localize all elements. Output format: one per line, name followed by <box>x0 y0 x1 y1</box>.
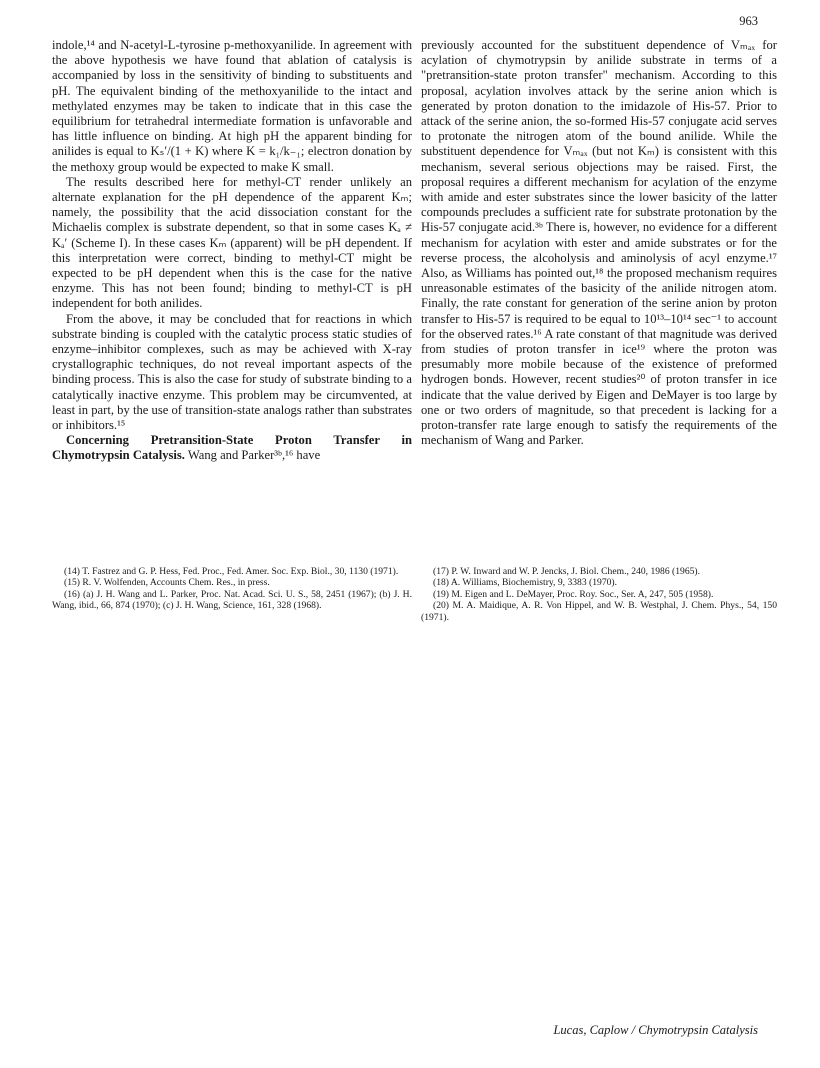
reference-item: (15) R. V. Wolfenden, Accounts Chem. Res., in press. <box>64 577 270 589</box>
section-paragraph <box>52 433 412 463</box>
section-text: Wang and Parker³ᵇ,¹⁶ have <box>184 448 321 463</box>
reference-item: (18) A. Williams, Biochemistry, 9, 3383 (1970). <box>433 577 618 589</box>
body-paragraph: previously accounted for the substituent dependence of Vₘₐₓ for acylation of chymotrypsin by anilide substrate in terms of a "pretransition-state proton transfer" mechanism. According to this proposal, acylation involves attack by the serine anion which is generated by proton donation to the imidazole of His-57. Prior to attack of the serine anion, the so-formed His-57 conjugate acid serves to protonate the nitrogen atom of the bound anilide. While the substituent dependence for Vₘₐₓ (but not Kₘ) is consistent with this mechanism, several serious objections may be raised. First, the proposal requires a different mechanism for acylation of the enzyme with amide and ester substrates since the lower basicity of the latter compounds precludes a sufficient rate for substrate protonation by the His-57 conjugate acid.³ᵇ There is, however, no evidence for a different mechanism for acylation with ester and amide substrates or for the reverse process, the alcoholysis and aminolysis of acyl enzyme.¹⁷ Also, as Williams has pointed out,¹⁸ the proposed mechanism requires unreasonable estimates of the basicity of the anilide nitrogen atom. Finally, the rate constant for generation of the serine anion by proton transfer to His-57 is required to be equal to 10¹³–10¹⁴ sec⁻¹ to account for the observed rates.¹⁶ A rate constant of that magnitude was derived from studies of proton transfer in ice¹⁹ where the proton was presumably more mobile because of the existence of preformed hydrogen bonds. However, recent studies²⁰ of proton transfer in ice indicate that the value derived by Eigen and DeMayer is too large by one or two orders of magnitude, so that precedent is lacking for a proton-transfer rate large enough to satisfy the requirements of the mechanism of Wang and Parker. <box>421 38 777 448</box>
reference-item: (16) (a) J. H. Wang and L. Parker, Proc. Nat. Acad. Sci. U. S., 58, 2451 (1967); (b) J. H. Wang, ibid., 66, 874 (1970); (c) J. H. Wang, Science, 161, 328 (1968). <box>52 588 412 612</box>
reference-item: (17) P. W. Inward and W. P. Jencks, J. Biol. Chem., 240, 1986 (1965). <box>433 566 701 577</box>
reference-item: (14) T. Fastrez and G. P. Hess, Fed. Proc., Fed. Amer. Soc. Exp. Biol., 30, 1130 (1971). <box>64 566 399 577</box>
body-paragraph: indole,¹⁴ and N-acetyl-L-tyrosine p-methoxyanilide. In agreement with the above hypothesis we have found that ablation of catalysis is accompanied by loss in the sensitivity of binding to substituents and pH. The equivalent binding of the methoxyanilide to the intact and methylated enzymes may be taken to indicate that in this case the equilibrium for tetrahedral intermediate formation is unfavorable and has little influence on binding. At high pH the apparent binding for anilides is equal to Kₛ′/(1 + K) where K = k₁/k₋₁; electron donation by the methoxy group would be expected to make K small. <box>52 38 412 174</box>
right-column <box>421 38 777 448</box>
page-number: 963 <box>739 14 758 28</box>
reference-item: (20) M. A. Maidique, A. R. Von Hippel, and W. B. Westphal, J. Chem. Phys., 54, 150 (1971). <box>421 600 777 623</box>
reference-item: (19) M. Eigen and L. DeMayer, Proc. Roy. Soc., Ser. A, 247, 505 (1958). <box>433 588 714 600</box>
body-paragraph: The results described here for methyl-CT render unlikely an alternate explanation for the pH dependence of the apparent Kₘ; namely, the possibility that the acid dissociation constant for the Michaelis complex is substrate dependent, so that in some cases Kₐ ≠ Kₐ′ (Scheme I). In these cases Kₘ (apparent) will be pH dependent. If this interpretation were correct, binding to methyl-CT might be expected to be pH dependent when this is the case for the native enzyme. This has not been found; binding to methyl-CT is pH independent for both anilides. <box>52 174 412 311</box>
running-footer: Lucas, Caplow / Chymotrypsin Catalysis <box>553 1023 758 1037</box>
references-left <box>52 566 412 612</box>
left-column <box>52 38 412 464</box>
references-right <box>421 566 777 623</box>
body-paragraph: From the above, it may be concluded that for reactions in which substrate binding is coupled with the catalytic process static studies of enzyme–inhibitor complexes, such as may be achieved with X-ray crystallographic techniques, do not reveal important aspects of the binding process. This is also the case for study of substrate binding to a catalytically inactive enzyme. This problem may be circumvented, at least in part, by the use of transition-state analogs rather than substrates or inhibitors.¹⁵ <box>52 311 412 433</box>
section-heading: Concerning Pretransition-State Proton Transfer in Chymotrypsin Catalysis. <box>52 433 412 463</box>
